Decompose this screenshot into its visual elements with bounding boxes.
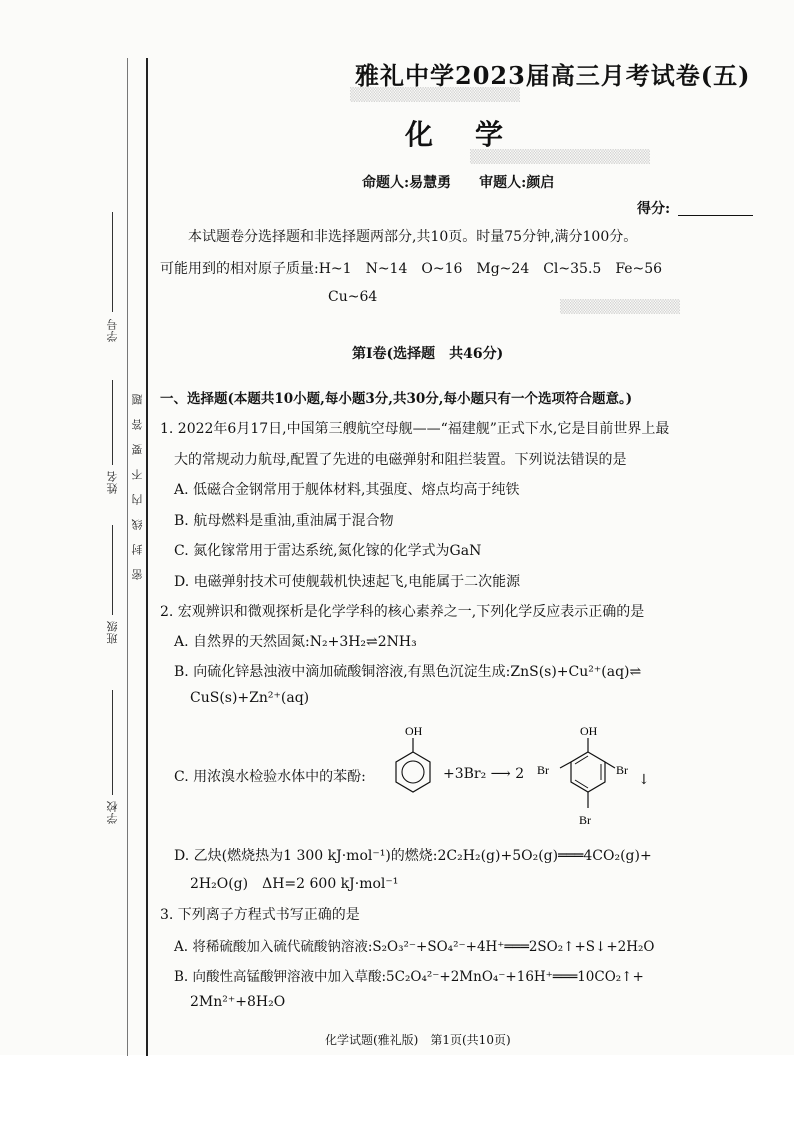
q1-stem-cont: 大的常规动力航母,配置了先进的电磁弹射和阻拦装置。下列说法错误的是	[174, 452, 627, 468]
class-label: 班级	[106, 620, 119, 644]
bleed-through: ▒▒▒▒▒▒▒▒▒▒▒▒	[560, 300, 680, 315]
authors-line: 命题人:易慧勇 审题人:颜启	[362, 175, 555, 191]
q2-option-c: C. 用浓溴水检验水体中的苯酚:	[174, 769, 366, 785]
phenol-oh-label: OH	[405, 724, 423, 738]
q1-stem: 1. 2022年6月17日,中国第三艘航空母舰——“福建舰”正式下水,它是目前世界上最	[160, 421, 670, 437]
q1-option-b: B. 航母燃料是重油,重油属于混合物	[174, 513, 394, 529]
atomic-masses: 可能用到的相对原子质量:H~1 N~14 O~16 Mg~24 Cl~35.5 Fe~56	[160, 261, 663, 277]
phenol-structure	[388, 722, 438, 802]
name-line	[112, 380, 113, 465]
page-footer: 化学试题(雅礼版) 第1页(共10页)	[325, 1033, 511, 1047]
bleed-through: ▒▒▒▒▒▒▒▒▒▒▒▒▒▒▒▒▒▒	[470, 150, 650, 165]
q3-option-b-cont: 2Mn²⁺+8H₂O	[190, 994, 286, 1010]
student-id-line	[112, 212, 113, 312]
q1-option-c: C. 氮化镓常用于雷达系统,氮化镓的化学式为GaN	[174, 543, 482, 559]
q2-option-a: A. 自然界的天然固氮:N₂+3H₂⇌2NH₃	[174, 634, 417, 650]
seal-notice: 密封线内不要答题	[131, 380, 144, 580]
product-br-right: Br	[616, 763, 628, 777]
product-br-left: Br	[537, 763, 549, 777]
q3-option-a: A. 将稀硫酸加入硫代硫酸钠溶液:S₂O₃²⁻+SO₄²⁻+4H⁺═══2SO₂↑+S↓+2H₂O	[174, 939, 655, 955]
product-br-bottom: Br	[579, 813, 591, 827]
binding-line	[146, 58, 148, 1056]
student-id-label: 学号	[106, 318, 119, 342]
q2-option-d: D. 乙炔(燃烧热为1 300 kJ·mol⁻¹)的燃烧:2C₂H₂(g)+5O₂(g)═══4CO₂(g)+	[174, 848, 652, 864]
atomic-masses-cont: Cu~64	[328, 289, 378, 305]
q1-option-a: A. 低磁合金钢常用于舰体材料,其强度、熔点均高于纯铁	[174, 482, 520, 498]
school-line	[112, 690, 113, 795]
intro-text: 本试题卷分选择题和非选择题两部分,共10页。时量75分钟,满分100分。	[188, 229, 638, 245]
name-label: 姓名	[106, 470, 119, 494]
product-oh-label: OH	[580, 724, 598, 738]
bleed-through: ▒▒▒▒▒▒▒▒▒▒▒▒▒▒▒▒▒	[350, 88, 520, 103]
precipitate-arrow: ↓	[638, 772, 650, 788]
q3-stem: 3. 下列离子方程式书写正确的是	[160, 907, 360, 923]
q3-option-b: B. 向酸性高锰酸钾溶液中加入草酸:5C₂O₄²⁻+2MnO₄⁻+16H⁺═══10CO₂↑+	[174, 969, 644, 985]
page-bottom-margin	[0, 1055, 794, 1123]
school-label: 学校	[106, 800, 119, 824]
class-line	[112, 525, 113, 615]
binding-line-outer	[127, 58, 128, 1056]
q2-stem: 2. 宏观辨识和微观探析是化学学科的核心素养之一,下列化学反应表示正确的是	[160, 604, 645, 620]
q2-option-b-cont: CuS(s)+Zn²⁺(aq)	[190, 690, 310, 706]
score-field	[678, 215, 753, 216]
q2-option-b: B. 向硫化锌悬浊液中滴加硫酸铜溶液,有黑色沉淀生成:ZnS(s)+Cu²⁺(aq)⇌	[174, 664, 642, 680]
score-label: 得分:	[637, 201, 671, 217]
q1-option-d: D. 电磁弹射技术可使舰载机快速起飞,电能属于二次能源	[174, 574, 521, 590]
q2-c-equation: +3Br₂ ⟶ 2	[443, 766, 525, 782]
section-title: 第Ⅰ卷(选择题 共46分)	[352, 346, 504, 362]
q2-option-d-cont: 2H₂O(g) ΔH=2 600 kJ·mol⁻¹	[190, 876, 399, 892]
part-heading: 一、选择题(本题共10小题,每小题3分,共30分,每小题只有一个选项符合题意。)	[160, 391, 633, 407]
exam-title: 雅礼中学2023届高三月考试卷(五)	[355, 61, 751, 90]
subject-title: 化学	[405, 118, 546, 151]
tribromophenol-structure	[528, 722, 648, 842]
